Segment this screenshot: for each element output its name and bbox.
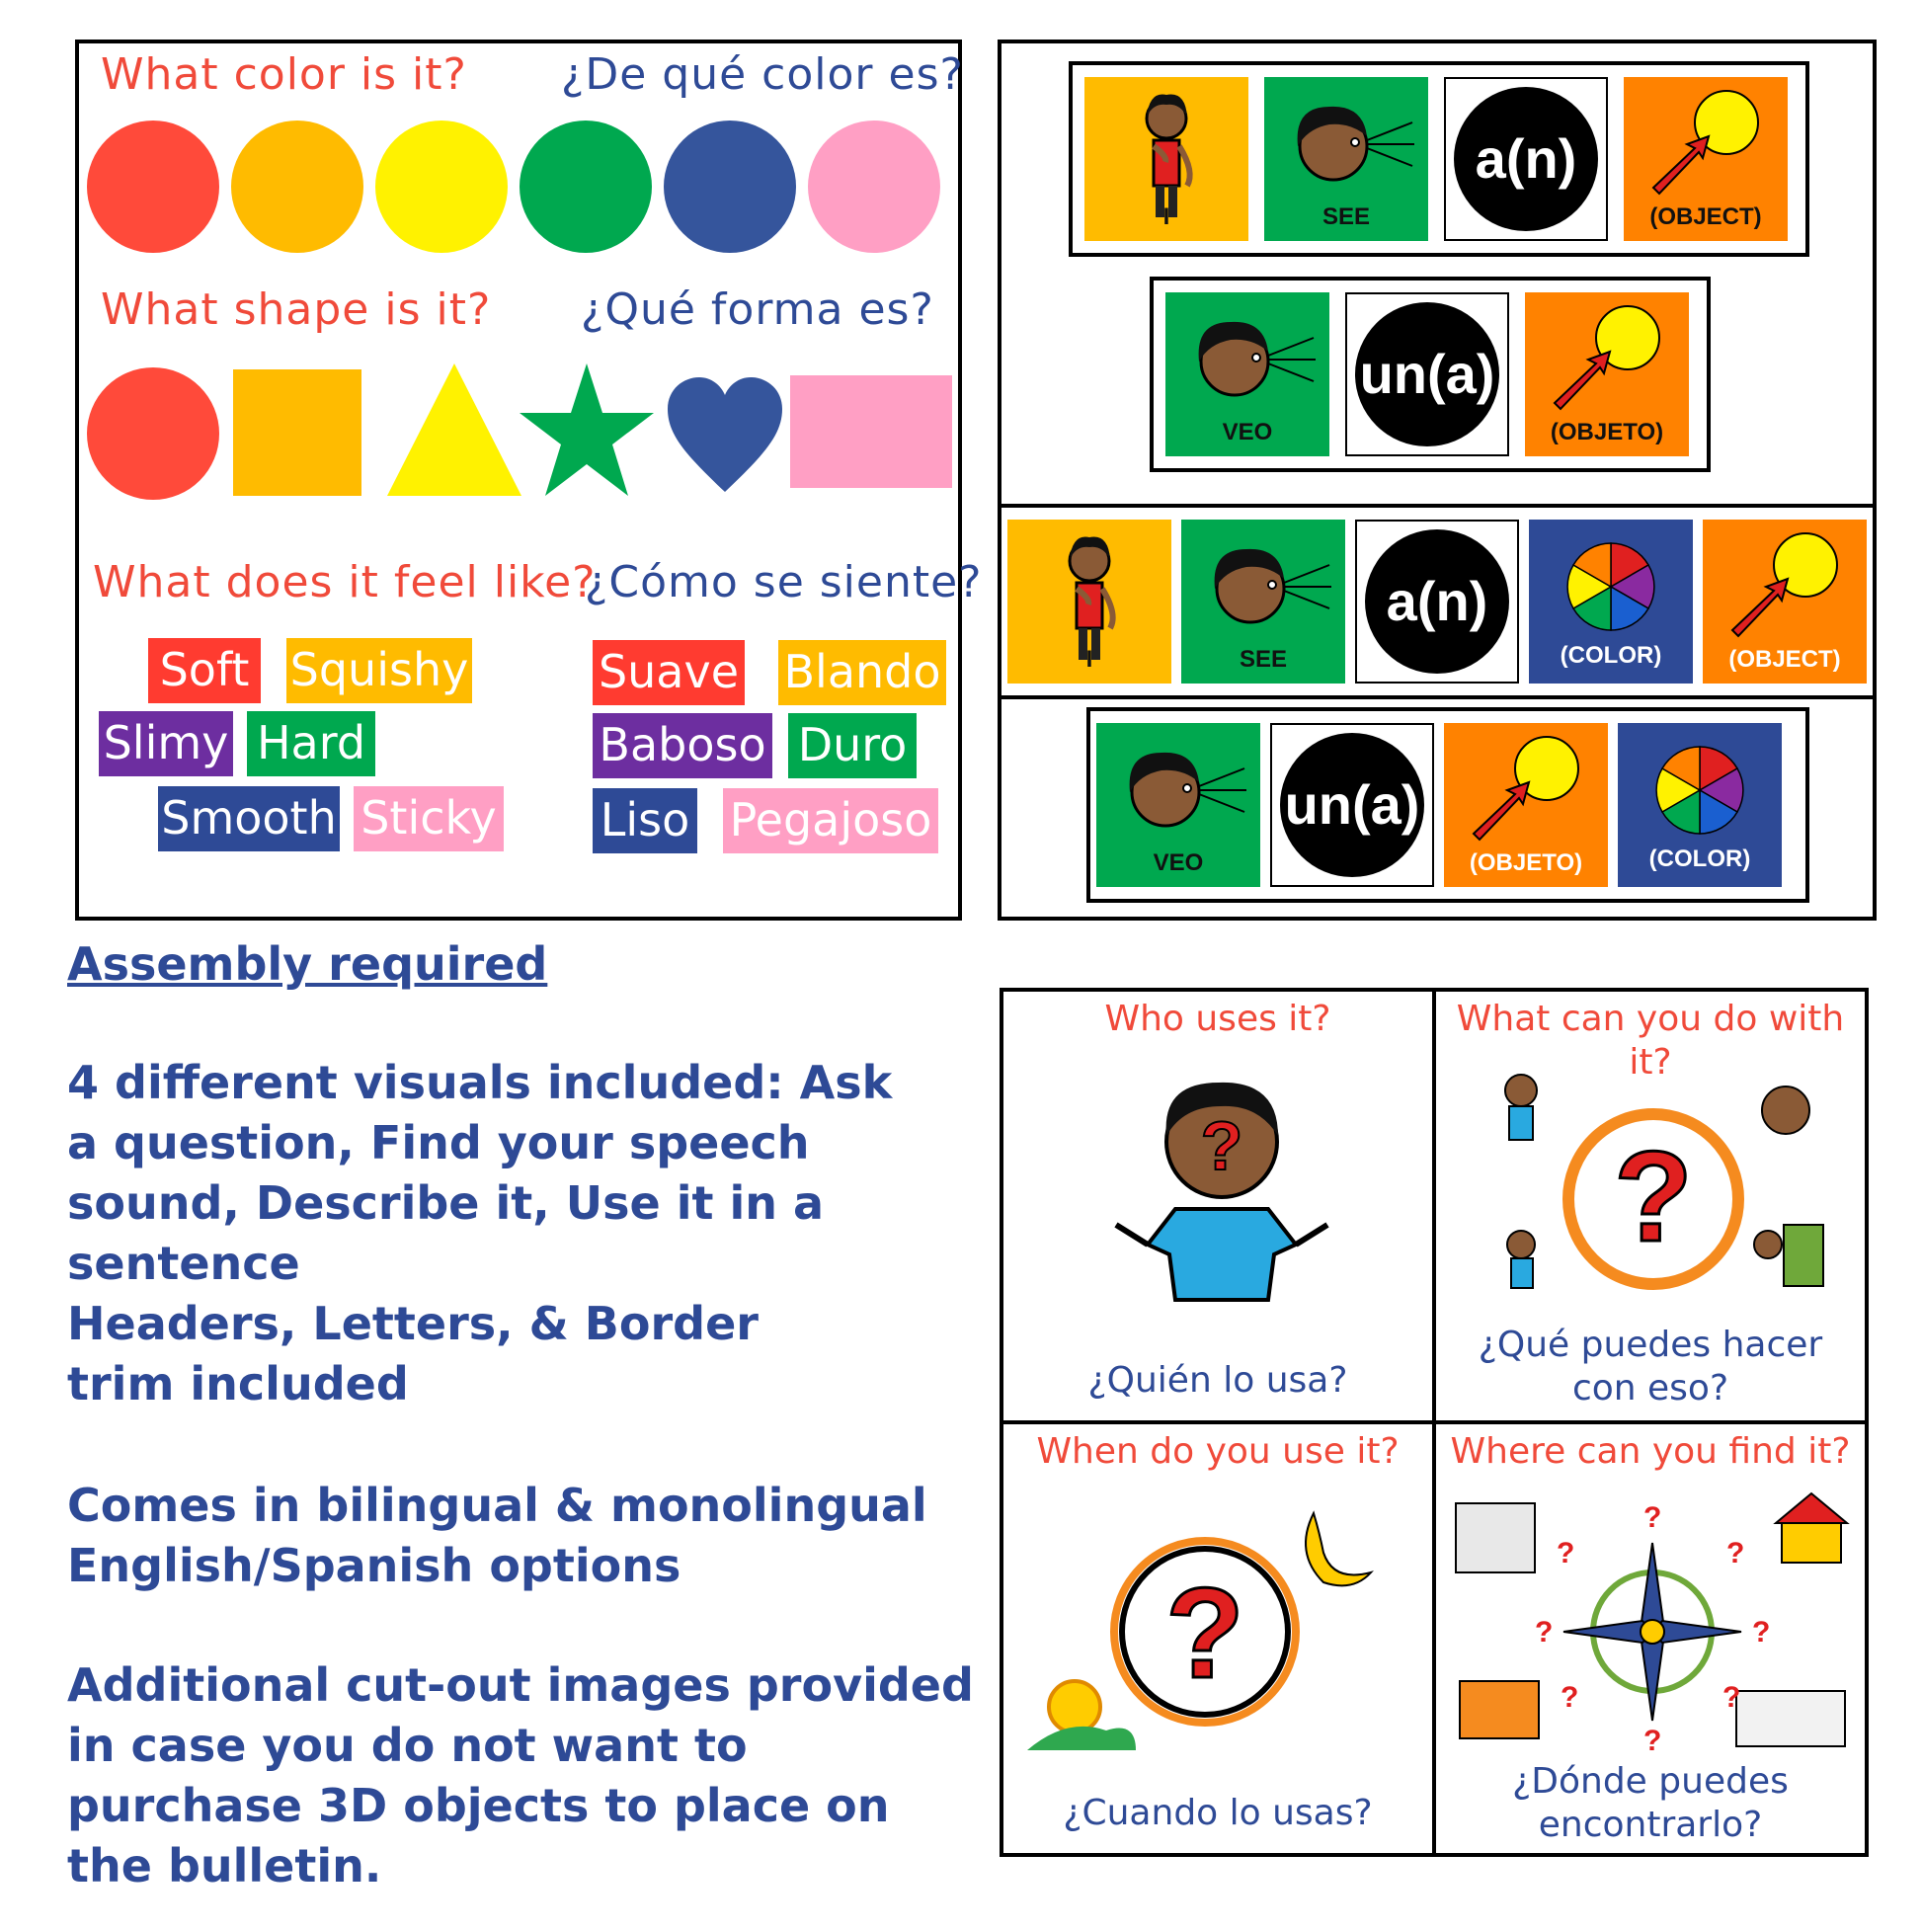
tile-object bbox=[1703, 520, 1867, 684]
quad-what bbox=[1436, 992, 1865, 1426]
who-question-es: ¿Quién lo usa? bbox=[1087, 1360, 1348, 1401]
texture-tag-suave: Suave bbox=[593, 640, 745, 705]
tile-articulo-label: un(a) bbox=[1280, 733, 1424, 877]
svg-text:?: ? bbox=[1643, 1501, 1662, 1534]
tile-article-label: a(n) bbox=[1365, 529, 1509, 674]
shape-rectangle bbox=[790, 375, 952, 488]
info-cutout-images: Additional cut-out images provided in case you do not want to purchase 3D objects to place on the bulletin. bbox=[67, 1658, 974, 1892]
tile-i bbox=[1007, 520, 1171, 684]
color-swatch-orange bbox=[231, 121, 363, 253]
quad-who bbox=[1003, 992, 1432, 1426]
shape-star bbox=[518, 362, 656, 500]
tile-objeto-label: (OBJETO) bbox=[1550, 419, 1664, 445]
tile-color bbox=[1529, 520, 1693, 684]
svg-text:?: ? bbox=[1614, 1124, 1693, 1268]
tile-see-label: SEE bbox=[1321, 203, 1371, 230]
color-question-en: What color is it? bbox=[101, 49, 467, 100]
tile-veo-label: VEO bbox=[1222, 419, 1273, 445]
tile-object bbox=[1624, 77, 1788, 241]
texture-tag-liso: Liso bbox=[593, 788, 697, 853]
tile-color-label: (COLOR) bbox=[1648, 845, 1751, 872]
svg-text:?: ? bbox=[1643, 1725, 1662, 1757]
shape-circle bbox=[87, 367, 219, 500]
feel-question-es: ¿Cómo se siente? bbox=[585, 557, 983, 607]
color-swatch-blue bbox=[664, 121, 796, 253]
svg-text:?: ? bbox=[1200, 1107, 1243, 1184]
tile-object-label: (OBJECT) bbox=[1728, 646, 1841, 673]
svg-text:?: ? bbox=[1561, 1681, 1579, 1714]
svg-text:?: ? bbox=[1535, 1616, 1554, 1649]
svg-text:?: ? bbox=[1165, 1561, 1244, 1705]
tile-i bbox=[1084, 77, 1248, 241]
tile-articulo bbox=[1345, 292, 1509, 456]
texture-tag-baboso: Baboso bbox=[593, 713, 772, 778]
when-question-es: ¿Cuando lo usas? bbox=[1063, 1793, 1373, 1833]
sentence-strip-veo-objeto bbox=[1150, 277, 1711, 472]
info-language-options: Comes in bilingual & monolingual English/Spanish options bbox=[67, 1479, 927, 1592]
svg-text:?: ? bbox=[1726, 1537, 1745, 1570]
assembly-heading: Assembly required bbox=[67, 937, 548, 991]
tile-veo-label: VEO bbox=[1153, 849, 1204, 876]
tile-article bbox=[1355, 520, 1519, 684]
tile-articulo-label: un(a) bbox=[1355, 302, 1499, 446]
info-headers-included: Headers, Letters, & Border trim included bbox=[67, 1297, 759, 1410]
texture-tag-pegajoso: Pegajoso bbox=[723, 788, 938, 853]
texture-tag-slimy: Slimy bbox=[99, 711, 233, 776]
shape-square bbox=[233, 369, 361, 496]
who-question-en: Who uses it? bbox=[1104, 999, 1331, 1039]
tile-color-label: (COLOR) bbox=[1560, 642, 1662, 669]
shape-heart bbox=[666, 375, 784, 494]
ask-question-panel bbox=[1000, 988, 1869, 1857]
where-question-en: Where can you find it? bbox=[1450, 1431, 1851, 1472]
when-question-en: When do you use it? bbox=[1036, 1431, 1400, 1472]
compass-places-icon bbox=[1450, 1484, 1855, 1760]
color-question-es: ¿De qué color es? bbox=[561, 49, 964, 100]
quad-when bbox=[1003, 1424, 1432, 1859]
what-question-es: ¿Qué puedes hacer con eso? bbox=[1478, 1325, 1823, 1409]
tile-veo bbox=[1096, 723, 1260, 887]
info-visuals-included: 4 different visuals included: Ask a question, Find your speech sound, Describe it, Use it in a sentence bbox=[67, 1056, 893, 1290]
tile-veo bbox=[1165, 292, 1329, 456]
tile-article-label: a(n) bbox=[1454, 87, 1598, 231]
tile-i-label: I bbox=[1162, 203, 1170, 230]
texture-tag-hard: Hard bbox=[247, 711, 375, 776]
tile-article bbox=[1444, 77, 1608, 241]
color-swatch-yellow bbox=[375, 121, 508, 253]
sentence-strip-i-see-color-object bbox=[998, 504, 1877, 699]
tile-i-label: I bbox=[1085, 646, 1093, 673]
texture-tag-smooth: Smooth bbox=[158, 786, 340, 851]
color-swatch-green bbox=[520, 121, 652, 253]
svg-text:?: ? bbox=[1557, 1537, 1575, 1570]
tile-see-label: SEE bbox=[1239, 646, 1288, 673]
texture-tag-soft: Soft bbox=[148, 638, 261, 703]
sentence-strip-veo-objeto-color bbox=[1086, 707, 1809, 903]
boy-shrugging-icon bbox=[1108, 1071, 1335, 1308]
feel-question-en: What does it feel like? bbox=[93, 557, 597, 607]
tile-color bbox=[1618, 723, 1782, 887]
activities-question-icon bbox=[1476, 1051, 1831, 1318]
tile-see bbox=[1181, 520, 1345, 684]
clock-day-night-icon bbox=[1027, 1484, 1402, 1780]
describe-it-panel bbox=[75, 40, 983, 921]
what-question-en: What can you do with it? bbox=[1456, 999, 1845, 1083]
tile-see bbox=[1264, 77, 1428, 241]
shape-question-en: What shape is it? bbox=[101, 284, 492, 335]
shape-question-es: ¿Qué forma es? bbox=[581, 284, 934, 335]
svg-text:?: ? bbox=[1752, 1616, 1771, 1649]
shape-triangle bbox=[385, 362, 523, 500]
tile-object-label: (OBJECT) bbox=[1649, 203, 1762, 230]
svg-text:?: ? bbox=[1722, 1681, 1741, 1714]
sentence-strip-i-see-object bbox=[1069, 61, 1809, 257]
color-swatch-red bbox=[87, 121, 219, 253]
tile-articulo bbox=[1270, 723, 1434, 887]
tile-objeto bbox=[1444, 723, 1608, 887]
sentence-panel bbox=[998, 40, 1877, 921]
where-question-es: ¿Dónde puedes encontrarlo? bbox=[1512, 1761, 1789, 1845]
texture-tag-squishy: Squishy bbox=[286, 638, 472, 703]
texture-tag-sticky: Sticky bbox=[354, 786, 504, 851]
quad-where bbox=[1436, 1424, 1865, 1859]
texture-tag-duro: Duro bbox=[788, 713, 917, 778]
tile-objeto-label: (OBJETO) bbox=[1469, 849, 1583, 876]
texture-tag-blando: Blando bbox=[778, 640, 946, 705]
color-swatch-pink bbox=[808, 121, 940, 253]
tile-objeto bbox=[1525, 292, 1689, 456]
